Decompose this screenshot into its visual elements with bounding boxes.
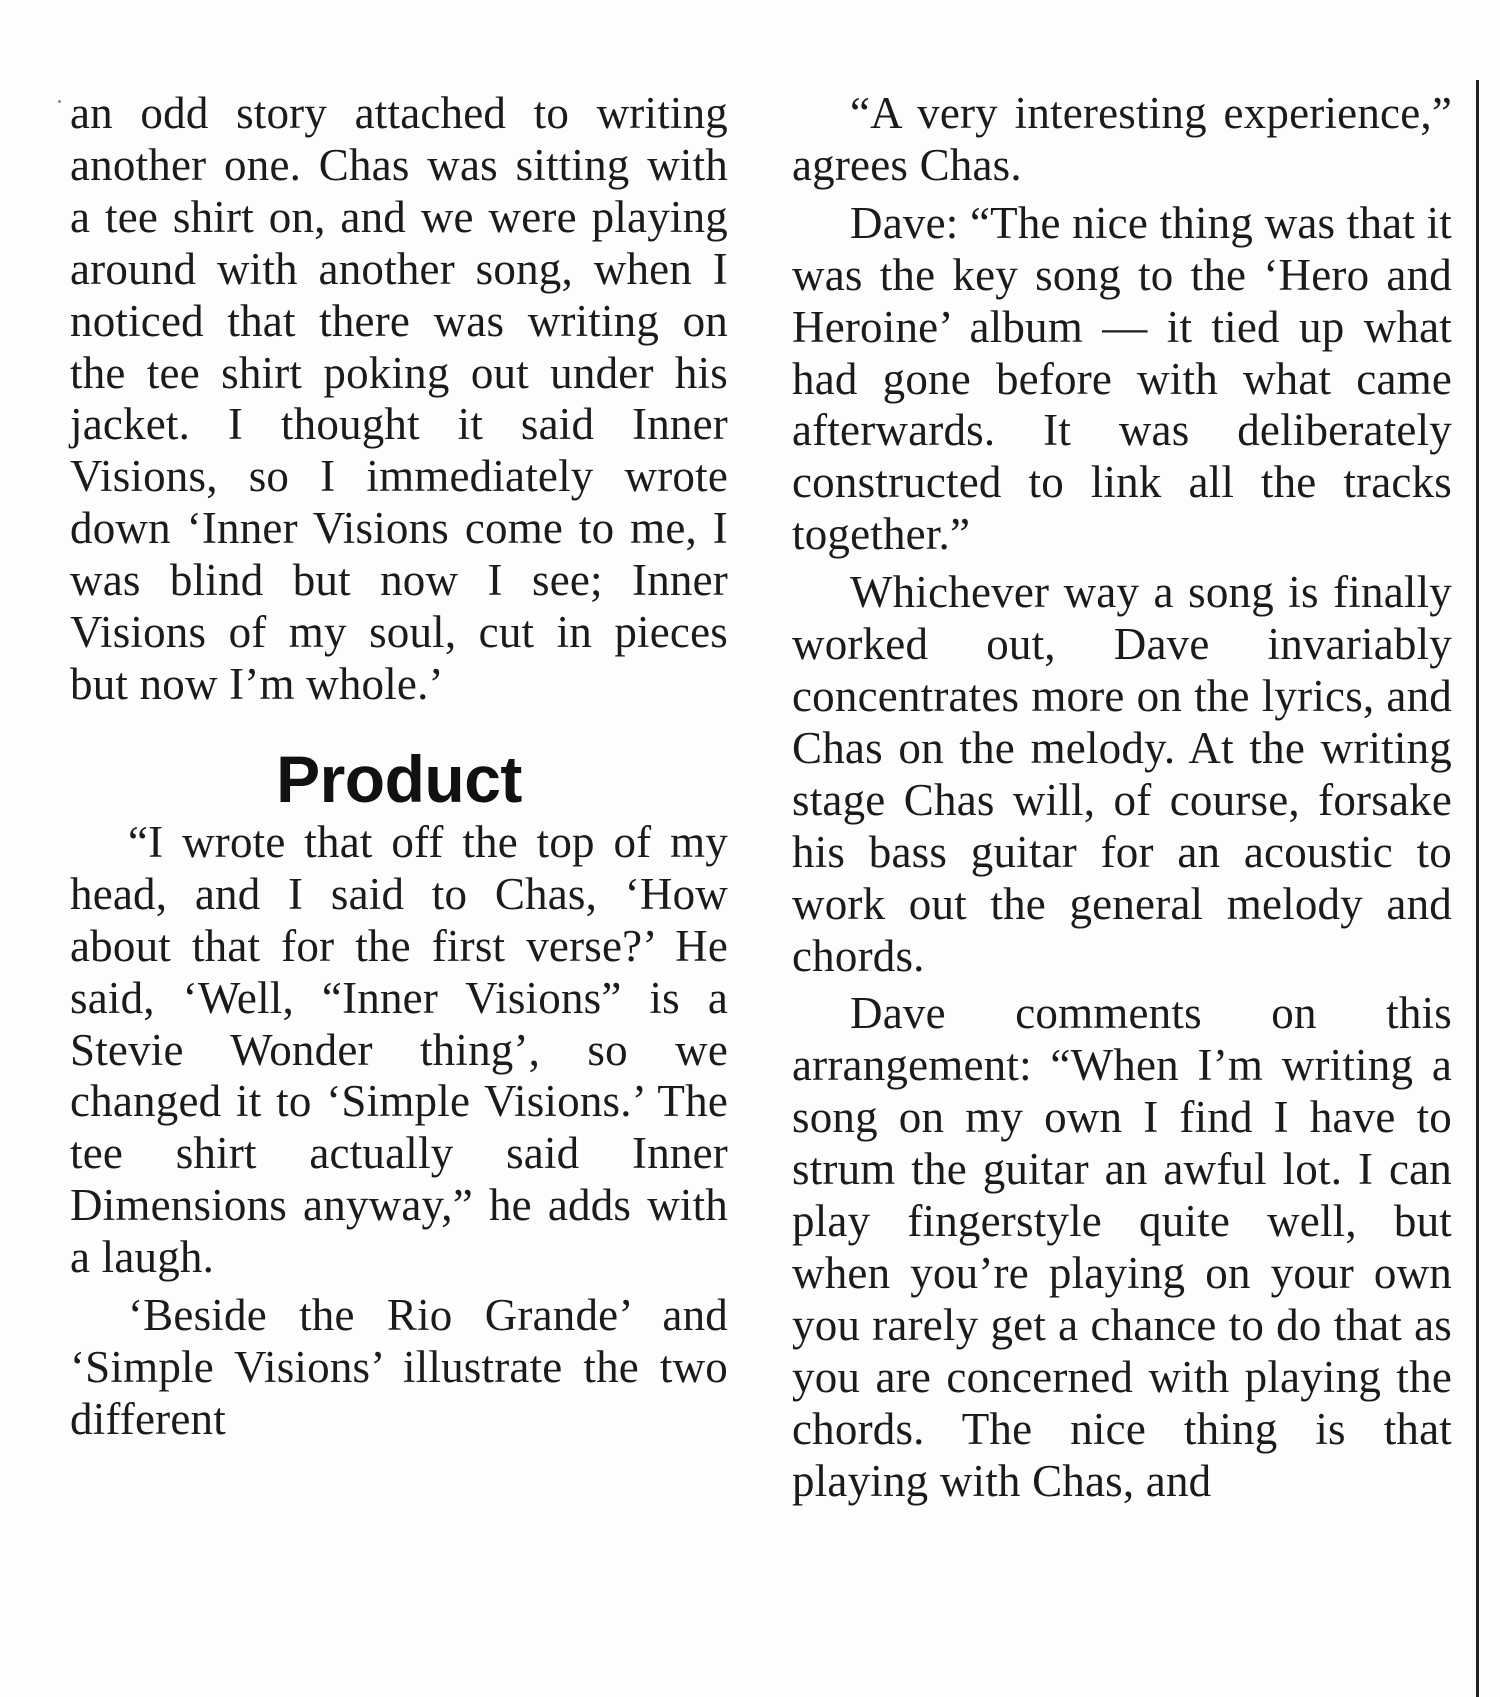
right-paragraph-1: “A very interesting experience,” agrees Chas. [792,88,1452,190]
left-paragraph-1: an odd story attached to writing another one. Chas was sitting with a tee shirt on, and we were playing around with another song, when I noticed that there was writing on the tee shirt poking out under his jacket. I thought it said Inner Visions, so I immediately wrote down ‘Inner Visions come to me, I was blind but now I see; Inner Visions of my soul, cut in pieces but now I’m whole.’ [70,88,728,709]
right-paragraph-4: Dave comments on this arrangement: “When I’m writing a song on my own I find I have to strum the guitar an awful lot. I can play fingerstyle quite well, but when you’re playing on your own you rarely get a chance to do that as you are concerned with playing the chords. The nice thing is that playing with Chas, and [792,988,1452,1506]
column-rule [1476,80,1479,1697]
subheading: Product [276,741,522,816]
right-paragraph-3: Whichever way a song is finally worked out, Dave invariably concentrates more on the lyrics, and Chas on the melody. At the writing stage Chas will, of course, forsake his bass guitar for an acoustic to work out the general melody and chords. [792,567,1452,981]
left-paragraph-2: “I wrote that off the top of my head, and I said to Chas, ‘How about that for the first verse?’ He said, ‘Well, “Inner Visions” is a Stevie Wonder thing’, so we changed it to ‘Simple Visions.’ The tee shirt actually said Inner Dimensions anyway,” he adds with a laugh. [70,816,728,1283]
left-paragraph-3: ‘Beside the Rio Grande’ and ‘Simple Visions’ illustrate the two different [70,1290,728,1444]
print-speck [58,100,61,103]
left-column [70,88,728,1446]
right-paragraph-2: Dave: “The nice thing was that it was the key song to the ‘Hero and Heroine’ album — it tied up what had gone before with what came afterwards. It was deliberately constructed to link all the tracks together.” [792,197,1452,560]
right-column [792,88,1452,1507]
